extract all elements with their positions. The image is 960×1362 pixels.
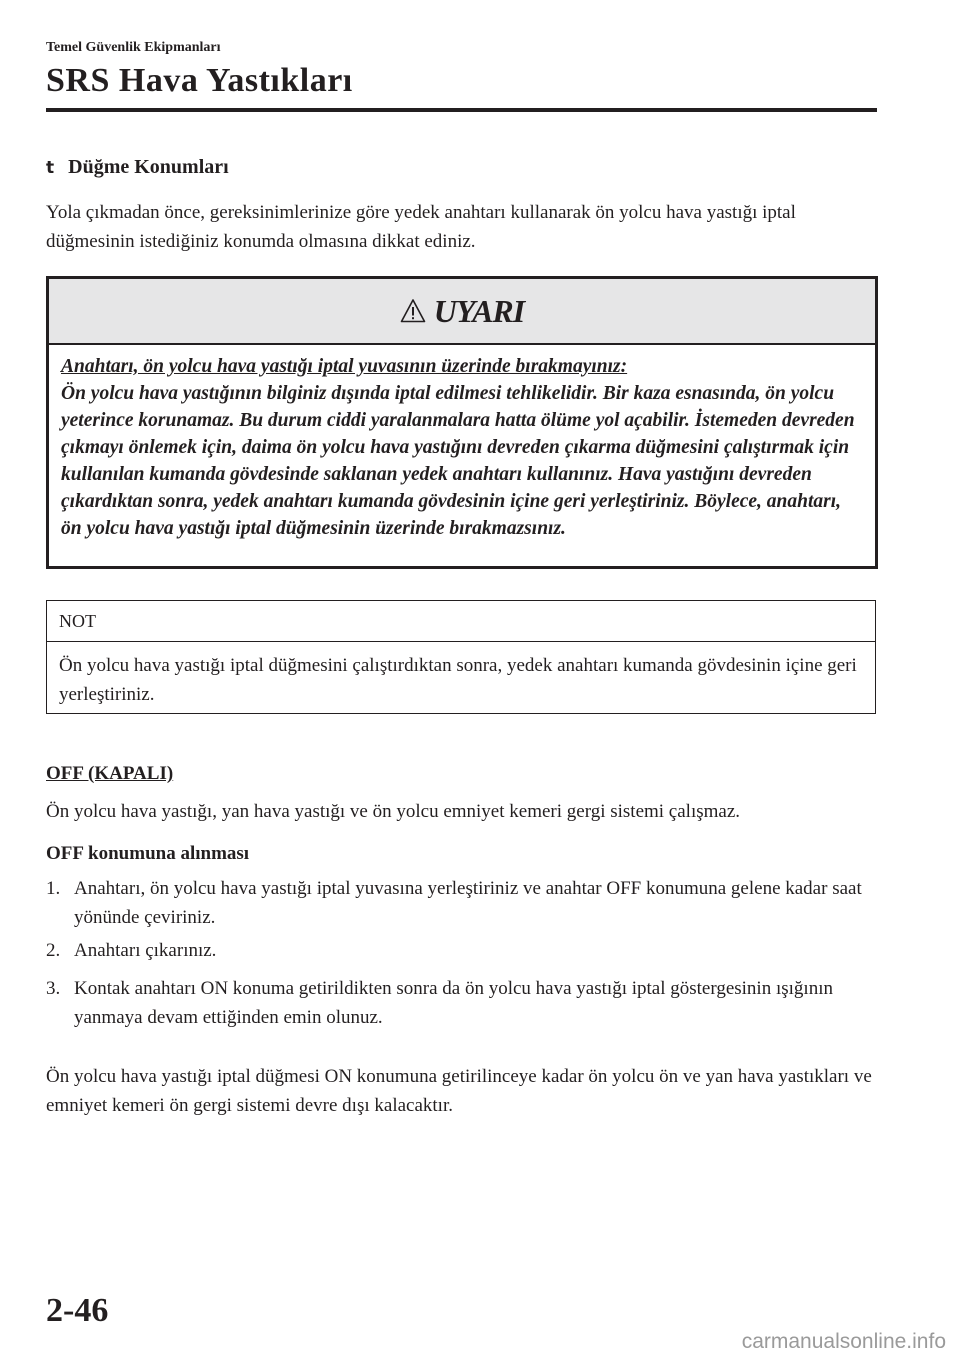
title-divider: [46, 108, 877, 112]
warning-box: [46, 276, 878, 569]
procedure-step: [46, 936, 876, 965]
step-text: Anahtarı çıkarınız.: [74, 940, 217, 961]
subsection-title: Düğme Konumları: [68, 156, 229, 178]
step-number: 1.: [46, 878, 61, 899]
page-number: 2-46: [46, 1292, 109, 1329]
subsection-heading: [46, 156, 229, 179]
watermark: carmanualsonline.info: [741, 1330, 946, 1353]
warning-header: [49, 279, 875, 345]
chapter-title: Temel Güvenlik Ekipmanları: [46, 40, 221, 55]
off-description: Ön yolcu hava yastığı, yan hava yastığı ve ön yolcu emniyet kemeri gergi sistemi çalışmaz.: [46, 801, 741, 822]
warning-title: UYARI: [433, 292, 525, 329]
note-title: NOT: [47, 601, 875, 642]
step-number: 3.: [46, 978, 61, 999]
bullet-icon: t: [46, 157, 55, 178]
step-number: 2.: [46, 940, 61, 961]
intro-paragraph: Yola çıkmadan önce, gereksinimlerinize göre yedek anahtarı kullanarak ön yolcu hava yastığı iptal düğmesinin istediğiniz konumda olmasına dikkat ediniz.: [46, 202, 796, 252]
procedure-title: OFF konumuna alınması: [46, 843, 250, 864]
warning-text: Ön yolcu hava yastığının bilginiz dışında iptal edilmesi tehlikelidir. Bir kaza esnasında, ön yolcu yeterince korunamaz. Bu durum ciddi yaralanmalara hatta ölüme yol açabilir. İstemeden devreden çıkmayı önlemek için, daima ön yolcu hava yastığını devreden çıkarma düğmesini çalıştırmak için kullanılan kumanda gövdesinde saklanan yedek anahtarı kullanınız. Hava yastığını devreden çıkardıktan sonra, yedek anahtarı kumanda gövdesinin içine geri yerleştiriniz. Böylece, anahtarı, ön yolcu hava yastığı iptal düğmesinin üzerinde bırakmazsınız.: [61, 383, 855, 539]
procedure-step: [46, 974, 876, 1032]
warning-lead: Anahtarı, ön yolcu hava yastığı iptal yuvasının üzerinde bırakmayınız:: [61, 356, 628, 377]
closing-paragraph: Ön yolcu hava yastığı iptal düğmesi ON konumuna getirilinceye kadar ön yolcu ön ve yan hava yastıkları ve emniyet kemeri ön gergi sistemi devre dışı kalacaktır.: [46, 1066, 872, 1116]
note-box: [46, 600, 876, 714]
off-heading: OFF (KAPALI): [46, 763, 174, 784]
warning-body: [49, 345, 875, 542]
procedure-step: [46, 874, 876, 932]
step-text: Anahtarı, ön yolcu hava yastığı iptal yuvasına yerleştiriniz ve anahtar OFF konumuna gelene kadar saat yönünde çeviriniz.: [74, 878, 862, 928]
note-text: Ön yolcu hava yastığı iptal düğmesini çalıştırdıktan sonra, yedek anahtarı kumanda gövdesinin içine geri yerleştiriniz.: [59, 655, 857, 705]
section-title: SRS Hava Yastıkları: [46, 62, 353, 99]
step-text: Kontak anahtarı ON konuma getirildikten sonra da ön yolcu hava yastığı iptal göstergesinin ışığının yanmaya devam ettiğinden emin olunuz.: [74, 978, 833, 1028]
warning-triangle-icon: [400, 298, 426, 324]
